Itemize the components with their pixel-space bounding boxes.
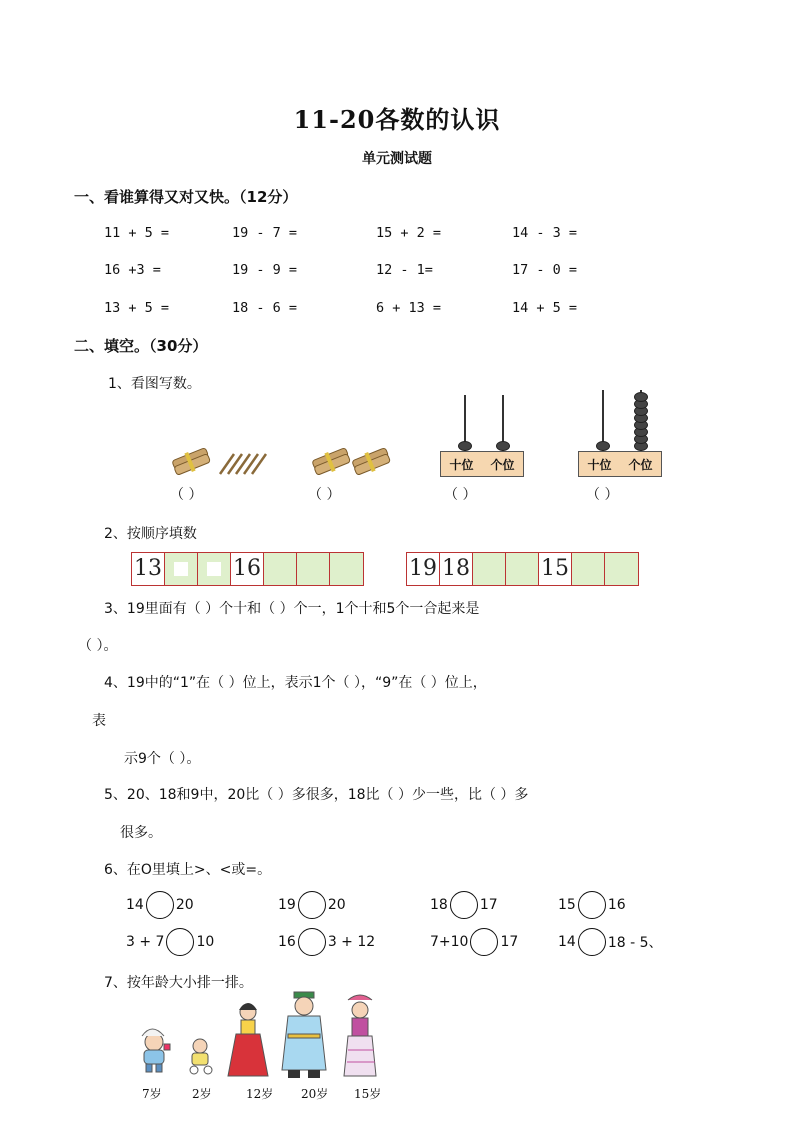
q5-line1: 5、20、18和9中，20比（ ）多很多，18比（ ）少一些，比（ ）多: [104, 787, 529, 803]
child-figure-icon: [142, 1029, 170, 1072]
calc-item: 6 + 13 =: [376, 300, 442, 316]
calc-item: 13 + 5 =: [104, 300, 170, 316]
sequence-boxes-a: [131, 552, 364, 586]
stick-bundle-icon: [352, 448, 391, 476]
sequence-cell[interactable]: [297, 553, 330, 585]
bead-icon: [596, 441, 610, 451]
calc-item: 17 - 0 =: [512, 262, 578, 278]
calc-item: 15 + 2 =: [376, 225, 442, 241]
calc-item: 14 - 3 =: [512, 225, 578, 241]
sequence-cell[interactable]: [572, 553, 605, 585]
answer-paren[interactable]: （ ）: [170, 487, 203, 503]
stick-bundles-picture-2: [308, 436, 396, 480]
sequence-cell[interactable]: [264, 553, 297, 585]
sequence-cell: 13: [132, 553, 165, 585]
stick-bundle-icon: [172, 448, 211, 476]
q7-label: 7、按年龄大小排一排。: [104, 975, 253, 991]
stick-bundle-icon: [312, 448, 351, 476]
compare-item: 14 18 - 5、: [558, 928, 663, 956]
q1-label: 1、看图写数。: [108, 376, 201, 392]
answer-circle[interactable]: [578, 928, 606, 956]
bead-icon: [634, 392, 648, 402]
sequence-cell[interactable]: [605, 553, 638, 585]
calc-item: 19 - 9 =: [232, 262, 298, 278]
answer-circle[interactable]: [298, 928, 326, 956]
q2-label: 2、按顺序填数: [104, 526, 197, 542]
answer-circle[interactable]: [166, 928, 194, 956]
q4-line1: 4、19中的“1”在（ ）位上，表示1个（ ），“9”在（ ）位上，: [104, 675, 487, 691]
answer-circle[interactable]: [298, 891, 326, 919]
answer-paren[interactable]: （ ）: [444, 487, 477, 503]
toddler-figure-icon: [190, 1039, 212, 1074]
q3-line1: 3、19里面有（ ）个十和（ ）个一，1个十和5个一合起来是: [104, 601, 480, 617]
q3-line2: （ ）。: [78, 638, 118, 654]
sequence-cell: 18: [440, 553, 473, 585]
compare-item: 18 17: [430, 891, 498, 919]
section2-heading: 二、填空。（30分）: [74, 337, 208, 355]
tens-label: 十位: [587, 457, 612, 472]
page-subtitle: 单元测试题: [362, 151, 432, 167]
sequence-boxes-b: [406, 552, 639, 586]
ones-label: 个位: [628, 457, 653, 472]
age-label: 12岁: [246, 1087, 274, 1101]
sequence-cell: 19: [407, 553, 440, 585]
tens-label: 十位: [449, 457, 474, 472]
stick-bundles-picture-1: [168, 440, 292, 480]
abacus-2: [578, 390, 662, 479]
calc-item: 19 - 7 =: [232, 225, 298, 241]
compare-item: 15 16: [558, 891, 626, 919]
compare-item: 3 + 7 10: [126, 928, 214, 956]
page-title: 11-20各数的认识: [293, 105, 501, 134]
girl-figure-icon: [228, 1003, 268, 1076]
woman-figure-icon: [344, 995, 376, 1076]
calc-item: 14 + 5 =: [512, 300, 578, 316]
calc-item: 16 +3 =: [104, 262, 161, 278]
sequence-cell: 16: [231, 553, 264, 585]
compare-item: 14 20: [126, 891, 194, 919]
q5-line2: 很多。: [120, 825, 162, 841]
answer-circle[interactable]: [146, 891, 174, 919]
sequence-cell[interactable]: [198, 553, 231, 585]
calc-item: 11 + 5 =: [104, 225, 170, 241]
man-figure-icon: [282, 992, 326, 1078]
answer-circle[interactable]: [450, 891, 478, 919]
sequence-cell: 15: [539, 553, 572, 585]
age-label: 20岁: [301, 1087, 329, 1101]
bead-icon: [496, 441, 510, 451]
answer-circle[interactable]: [470, 928, 498, 956]
section1-heading: 一、看谁算得又对又快。（12分）: [74, 188, 298, 206]
sequence-cell[interactable]: [165, 553, 198, 585]
abacus-1: [440, 395, 524, 479]
ones-label: 个位: [490, 457, 515, 472]
compare-item: 16 3 + 12: [278, 928, 375, 956]
people-illustration: [128, 990, 398, 1082]
answer-paren[interactable]: （ ）: [308, 487, 341, 503]
sequence-cell[interactable]: [506, 553, 539, 585]
sequence-cell[interactable]: [473, 553, 506, 585]
q4-line3: 示9个（ ）。: [124, 751, 201, 767]
answer-circle[interactable]: [578, 891, 606, 919]
calc-item: 12 - 1=: [376, 262, 433, 278]
compare-item: 7+10 17: [430, 928, 518, 956]
compare-item: 19 20: [278, 891, 346, 919]
age-label: 7岁: [142, 1087, 162, 1101]
q6-label: 6、在O里填上>、<或=。: [104, 862, 272, 878]
calc-item: 18 - 6 =: [232, 300, 298, 316]
age-label: 15岁: [354, 1087, 382, 1101]
answer-paren[interactable]: （ ）: [586, 487, 619, 503]
q4-line2: 表: [92, 713, 106, 729]
sequence-cell[interactable]: [330, 553, 363, 585]
age-label: 2岁: [192, 1087, 212, 1101]
bead-icon: [458, 441, 472, 451]
